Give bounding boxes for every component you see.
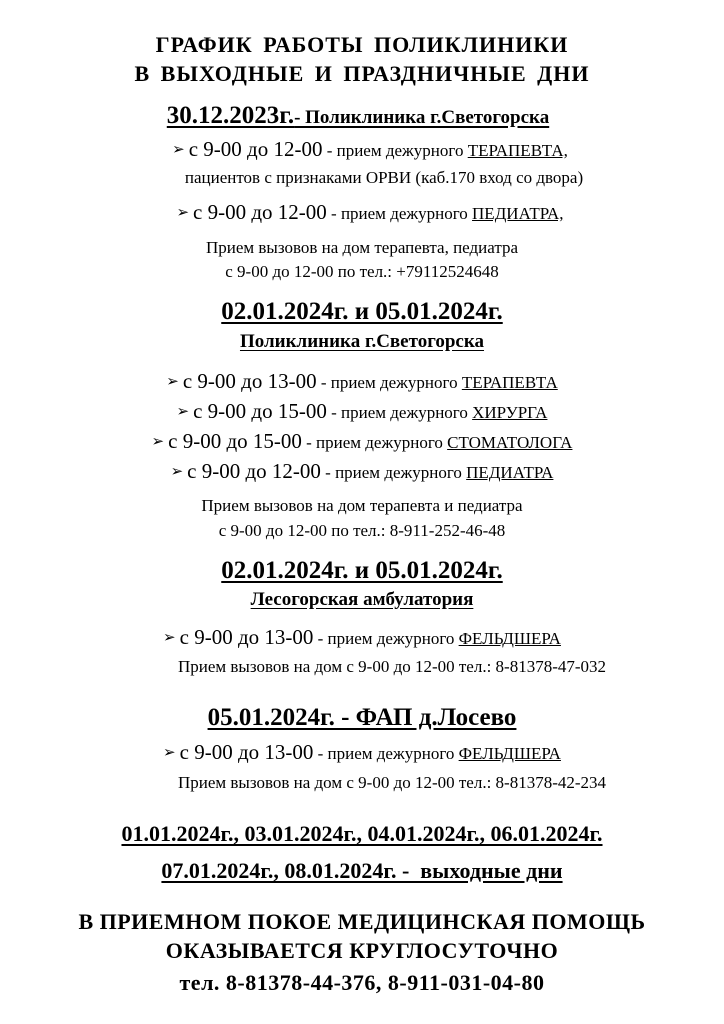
arrow-right-icon: ➢: [163, 630, 176, 646]
time-range: с 9-00 до 13-00: [179, 625, 314, 649]
time-range: с 9-00 до 13-00: [182, 369, 317, 393]
time-range: с 9-00 до 12-00: [188, 137, 323, 161]
item-desc: - прием дежурного: [326, 204, 473, 223]
arrow-right-icon: ➢: [166, 374, 179, 390]
item-desc: - прием дежурного: [301, 433, 448, 452]
time-range: с 9-00 до 12-00: [187, 459, 321, 483]
section4-heading: 05.01.2024г. - ФАП д.Лосево: [207, 704, 517, 731]
specialist: ТЕРАПЕВТА,: [467, 141, 568, 160]
section4-note: Прием вызовов на дом с 9-00 до 12-00 тел.: 8-81378-42-234: [177, 773, 607, 792]
section2-date: 02.01.2024г. и 05.01.2024г.: [221, 298, 503, 325]
section2-item-1: [0, 371, 724, 392]
time-range: с 9-00 до 15-00: [168, 429, 302, 453]
emergency-line1: В ПРИЕМНОМ ПОКОЕ МЕДИЦИНСКАЯ ПОМОЩЬ: [78, 909, 646, 934]
holidays-line1: 01.01.2024г., 03.01.2024г., 04.01.2024г., 06.01.2024г.: [121, 821, 603, 846]
header-title-line2: В ВЫХОДНЫЕ И ПРАЗДНИЧНЫЕ ДНИ: [134, 61, 590, 86]
section1-item-2: [8, 202, 724, 223]
item-desc: - прием дежурного: [320, 463, 467, 482]
item-desc: - прием дежурного: [313, 629, 459, 648]
section1-item-1-extra: пациентов с признаками ОРВИ (каб.170 вход со двора): [184, 168, 584, 187]
section2-note-line2: с 9-00 до 12-00 по тел.: 8-911-252-46-48: [218, 521, 506, 540]
time-range: с 9-00 до 12-00: [193, 200, 327, 224]
arrow-right-icon: ➢: [176, 205, 190, 221]
item-desc: - прием дежурного: [322, 141, 468, 160]
section3-note: Прием вызовов на дом с 9-00 до 12-00 тел.: 8-81378-47-032: [177, 657, 607, 676]
section3-item-1: [0, 627, 724, 648]
arrow-right-icon: ➢: [176, 404, 190, 420]
section2-location: Поликлиника г.Светогорска: [239, 331, 485, 352]
section1-item-1: [8, 139, 724, 160]
section3-location: Лесогорская амбулатория: [250, 589, 474, 610]
item-desc: - прием дежурного: [316, 373, 462, 392]
specialist: ФЕЛЬДШЕРА: [458, 744, 561, 763]
section3-date: 02.01.2024г. и 05.01.2024г.: [221, 557, 503, 584]
section4-item-1: [0, 742, 724, 763]
holidays-line2: 07.01.2024г., 08.01.2024г. - выходные дни: [161, 858, 563, 883]
specialist: ХИРУРГА: [472, 403, 548, 422]
header-title-line1: ГРАФИК РАБОТЫ ПОЛИКЛИНИКИ: [155, 32, 569, 57]
specialist: ПЕДИАТРА: [466, 463, 554, 482]
section1-date: 30.12.2023г.: [166, 102, 295, 129]
specialist: ПЕДИАТРА,: [472, 204, 564, 223]
specialist: ТЕРАПЕВТА: [461, 373, 558, 392]
section1-heading: [0, 103, 720, 128]
section2-item-2: [0, 401, 724, 422]
time-range: с 9-00 до 13-00: [179, 740, 314, 764]
specialist: СТОМАТОЛОГА: [447, 433, 573, 452]
section2-item-4: [0, 461, 724, 482]
arrow-right-icon: ➢: [163, 745, 176, 761]
section1-note-line1: Прием вызовов на дом терапевта, педиатра: [205, 238, 519, 257]
section2-note-line1: Прием вызовов на дом терапевта и педиатра: [201, 496, 523, 515]
time-range: с 9-00 до 15-00: [193, 399, 327, 423]
emergency-phones: тел. 8-81378-44-376, 8-911-031-04-80: [179, 970, 545, 995]
item-desc: - прием дежурного: [313, 744, 459, 763]
arrow-right-icon: ➢: [170, 464, 184, 480]
emergency-line2: ОКАЗЫВАЕТСЯ КРУГЛОСУТОЧНО: [165, 938, 559, 963]
section1-location: - Поликлиника г.Светогорска: [294, 107, 550, 128]
arrow-right-icon: ➢: [151, 434, 165, 450]
section1-note-line2: с 9-00 до 12-00 по тел.: +79112524648: [225, 262, 499, 281]
arrow-right-icon: ➢: [172, 142, 185, 158]
specialist: ФЕЛЬДШЕРА: [458, 629, 561, 648]
item-desc: - прием дежурного: [326, 403, 473, 422]
section2-item-3: [0, 431, 724, 452]
